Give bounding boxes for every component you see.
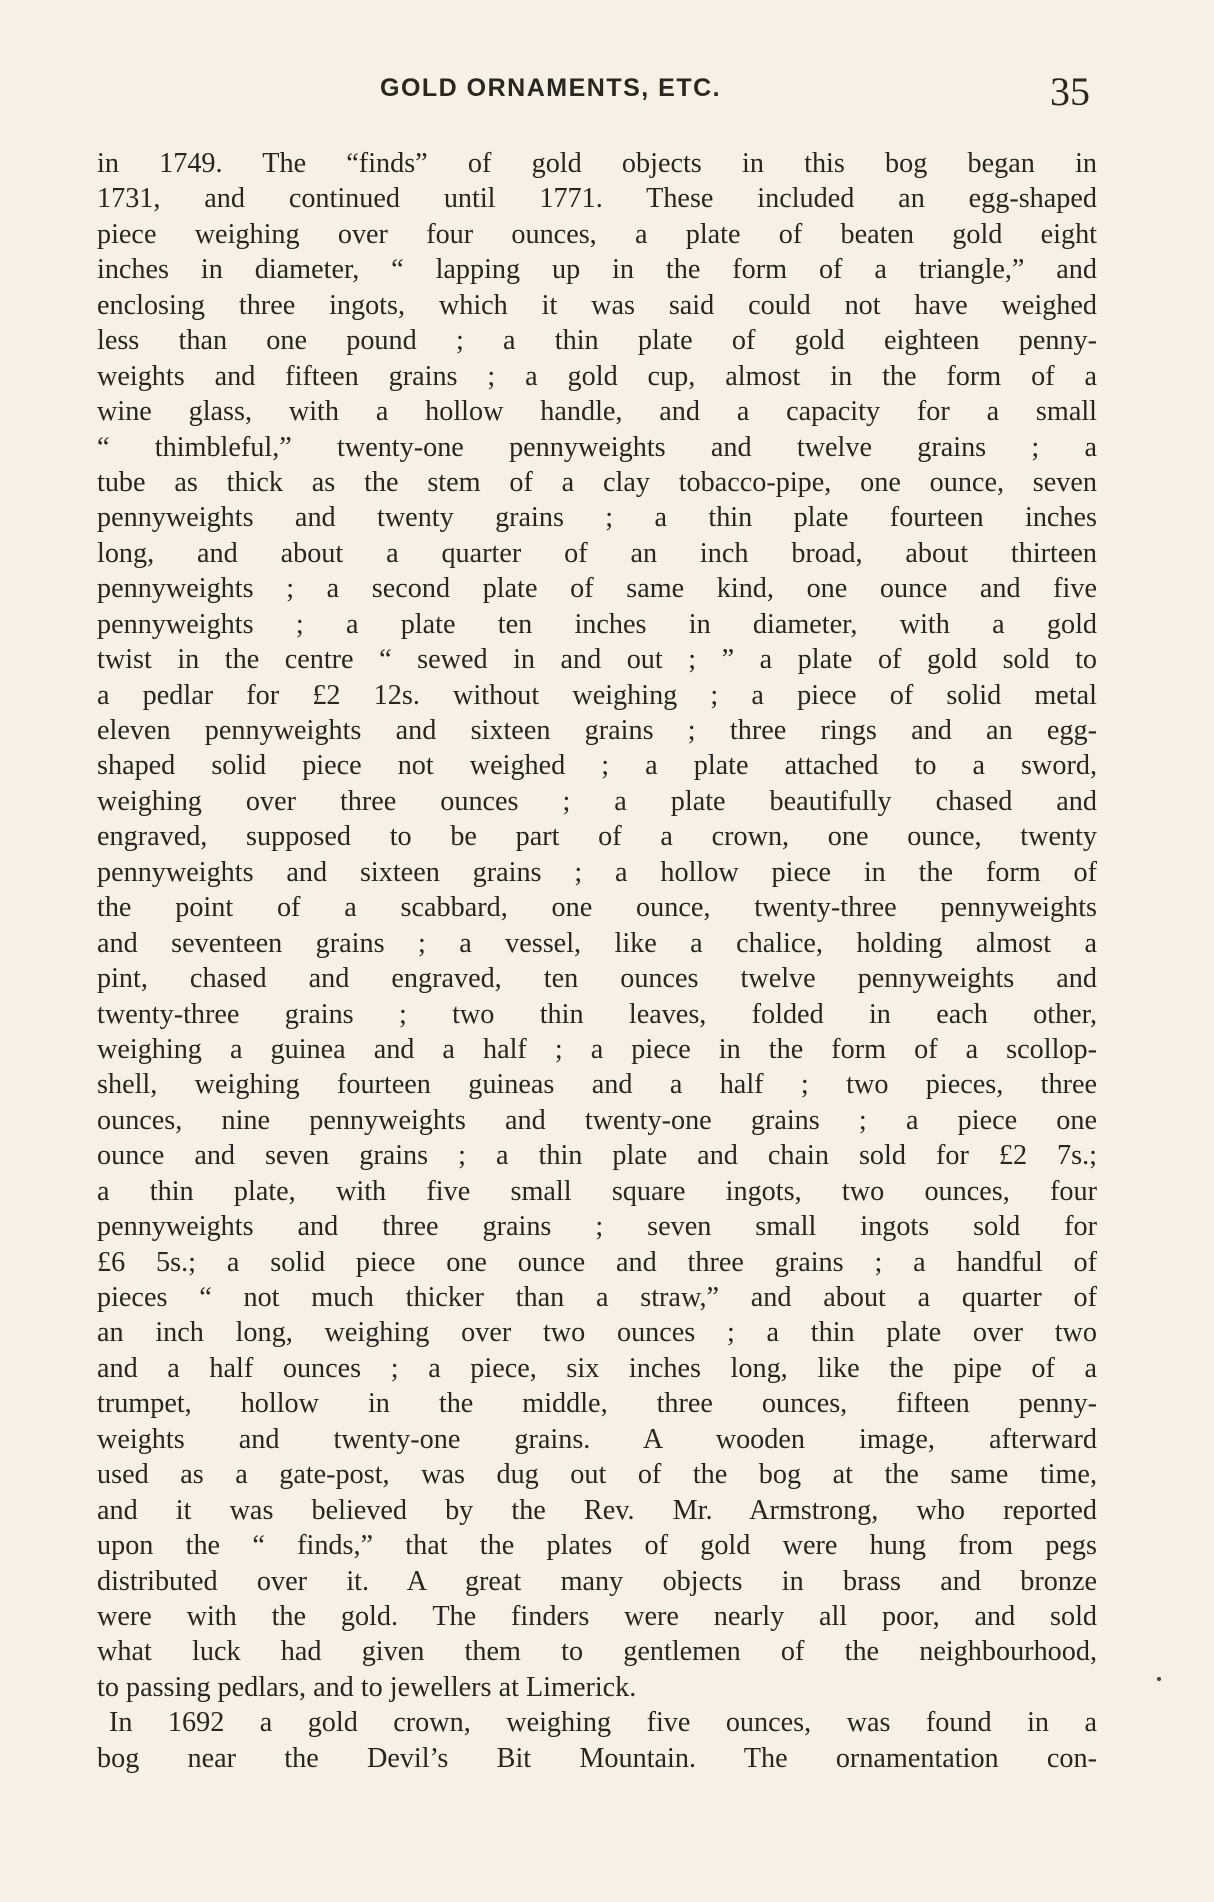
text-line: a pedlar for £2 12s. without weighing ; a piece of solid metal [97,679,1097,711]
text-line: used as a gate-post, was dug out of the bog at the same time, [97,1459,1097,1491]
text-line: shaped solid piece not weighed ; a plate attached to a sword, [97,750,1097,782]
text-line: and a half ounces ; a piece, six inches long, like the pipe of a [97,1352,1097,1384]
text-line: distributed over it. A great many objects in brass and bronze [97,1565,1097,1597]
paragraph-end-line: to passing pedlars, and to jewellers at Limerick. [97,1671,637,1703]
text-line: £6 5s.; a solid piece one ounce and three grains ; a handful of [97,1246,1097,1278]
text-line: “ thimbleful,” twenty-one pennyweights and twelve grains ; a [97,431,1097,463]
text-line: what luck had given them to gentlemen of the neighbourhood, [97,1636,1097,1668]
text-line: tube as thick as the stem of a clay tobacco-pipe, one ounce, seven [97,466,1097,498]
text-line: and it was believed by the Rev. Mr. Armstrong, who reported [97,1494,1097,1526]
print-speck-mark [1157,1677,1161,1681]
text-line: were with the gold. The finders were nearly all poor, and sold [97,1600,1097,1632]
text-line: pennyweights ; a second plate of same kind, one ounce and five [97,573,1097,605]
paragraph-start-line: In 1692 a gold crown, weighing five ounces, was found in a [109,1707,1097,1739]
text-line: piece weighing over four ounces, a plate of beaten gold eight [97,218,1097,250]
text-line: trumpet, hollow in the middle, three ounces, fifteen penny- [97,1388,1097,1420]
text-line: weights and fifteen grains ; a gold cup, almost in the form of a [97,360,1097,392]
text-line: in 1749. The “finds” of gold objects in this bog began in [97,148,1097,179]
text-line: wine glass, with a hollow handle, and a capacity for a small [97,396,1097,428]
text-line: pennyweights and sixteen grains ; a hollow piece in the form of [97,856,1097,888]
text-line: ounces, nine pennyweights and twenty-one grains ; a piece one [97,1104,1097,1136]
text-line: ounce and seven grains ; a thin plate and chain sold for £2 7s.; [97,1140,1097,1172]
text-line: bog near the Devil’s Bit Mountain. The ornamentation con- [97,1742,1097,1774]
running-title: GOLD ORNAMENTS, ETC. [380,74,722,102]
page-number: 35 [1050,69,1090,114]
text-line: the point of a scabbard, one ounce, twenty-three pennyweights [97,892,1097,924]
text-line: pieces “ not much thicker than a straw,” and about a quarter of [97,1282,1097,1313]
text-line: pennyweights ; a plate ten inches in diameter, with a gold [97,608,1097,640]
text-line: inches in diameter, “ lapping up in the form of a triangle,” and [97,254,1097,286]
body-text [97,146,1097,1776]
text-line: twenty-three grains ; two thin leaves, folded in each other, [97,998,1097,1030]
text-line: pint, chased and engraved, ten ounces twelve pennyweights and [97,963,1097,995]
text-line: less than one pound ; a thin plate of gold eighteen penny- [97,325,1097,357]
text-line: twist in the centre “ sewed in and out ; ” a plate of gold sold to [97,644,1097,676]
text-line: weights and twenty-one grains. A wooden image, afterward [97,1423,1097,1455]
text-line: eleven pennyweights and sixteen grains ; three rings and an egg- [97,715,1097,746]
text-line: 1731, and continued until 1771. These included an egg-shaped [97,183,1097,215]
text-line: weighing over three ounces ; a plate beautifully chased and [97,785,1097,817]
running-head [0,68,1214,112]
text-line: upon the “ finds,” that the plates of gold were hung from pegs [97,1530,1097,1562]
text-line: shell, weighing fourteen guineas and a half ; two pieces, three [97,1069,1097,1101]
text-line: weighing a guinea and a half ; a piece in the form of a scollop- [97,1033,1097,1065]
text-line: enclosing three ingots, which it was said could not have weighed [97,289,1097,321]
text-line: a thin plate, with five small square ingots, two ounces, four [97,1175,1097,1207]
text-line: and seventeen grains ; a vessel, like a chalice, holding almost a [97,927,1097,959]
text-line: pennyweights and twenty grains ; a thin plate fourteen inches [97,502,1097,534]
text-line: engraved, supposed to be part of a crown, one ounce, twenty [97,821,1097,853]
text-line: long, and about a quarter of an inch broad, about thirteen [97,537,1097,569]
text-line: pennyweights and three grains ; seven small ingots sold for [97,1211,1097,1243]
text-line: an inch long, weighing over two ounces ; a thin plate over two [97,1317,1097,1349]
